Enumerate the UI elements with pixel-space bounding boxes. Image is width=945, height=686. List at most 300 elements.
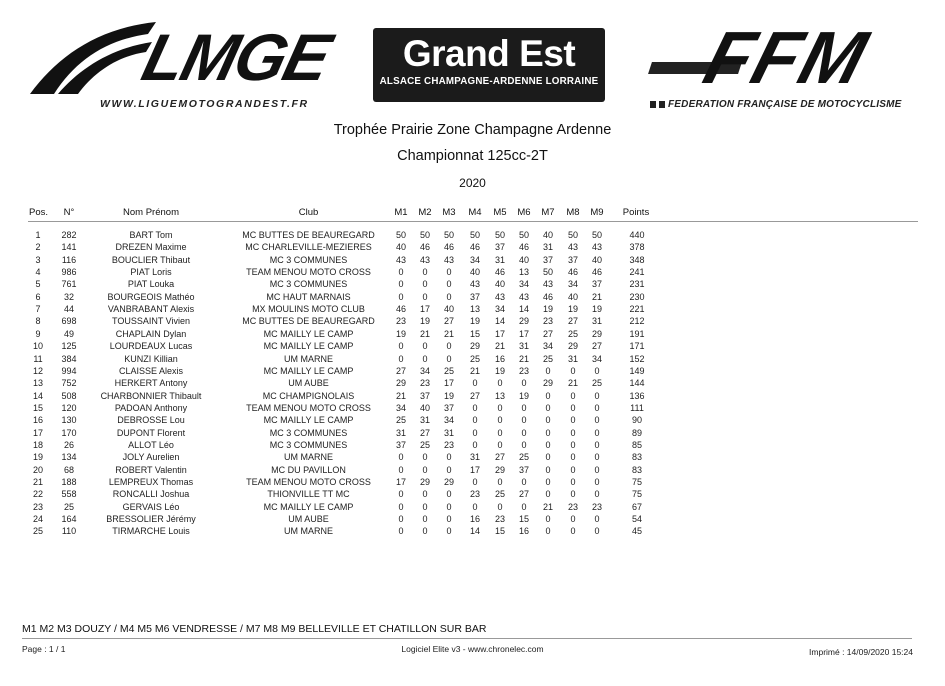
cell-m1: 0 [398, 514, 404, 525]
cell-m7: 43 [542, 279, 553, 290]
cell-m6: 25 [518, 452, 529, 463]
cell-name: BRESSOLIER Jérémy [106, 514, 196, 525]
cell-points: 231 [629, 279, 645, 290]
cell-m3: 0 [446, 267, 452, 278]
table-row [0, 514, 945, 526]
col-name: Nom Prénom [123, 207, 179, 218]
cell-pos: 4 [35, 267, 41, 278]
cell-club: UM AUBE [288, 378, 329, 389]
cell-m8: 0 [570, 415, 576, 426]
cell-m5: 0 [497, 378, 503, 389]
cell-name: CHARBONNIER Thibault [100, 390, 202, 401]
cell-m3: 0 [446, 489, 452, 500]
cell-m8: 34 [567, 279, 578, 290]
cell-club: MC BUTTES DE BEAUREGARD [242, 316, 375, 327]
table-row [0, 526, 945, 538]
cell-name: TOUSSAINT Vivien [111, 316, 191, 327]
cell-m6: 37 [518, 464, 529, 475]
cell-num: 508 [61, 390, 77, 401]
table-row [0, 242, 945, 254]
cell-m4: 31 [469, 452, 480, 463]
cell-pos: 10 [32, 341, 43, 352]
cell-m6: 0 [521, 439, 527, 450]
grand-est-wordmark: Grand Est [402, 33, 576, 74]
cell-club: MC MAILLY LE CAMP [263, 341, 354, 352]
cell-m6: 27 [518, 489, 529, 500]
cell-m6: 0 [521, 402, 527, 413]
cell-m7: 0 [545, 439, 551, 450]
cell-name: PIAT Loris [130, 267, 172, 278]
cell-num: 116 [61, 254, 77, 265]
cell-m2: 34 [419, 365, 430, 376]
cell-m6: 0 [521, 427, 527, 438]
table-row [0, 391, 945, 403]
cell-pos: 15 [32, 402, 43, 413]
print-timestamp: Imprimé : 14/09/2020 15:24 [809, 647, 913, 657]
cell-m4: 21 [469, 365, 480, 376]
cell-num: 26 [63, 439, 74, 450]
col-m6: M6 [517, 207, 531, 218]
cell-points: 85 [631, 439, 642, 450]
table-row [0, 428, 945, 440]
cell-m5: 23 [494, 514, 505, 525]
cell-m6: 0 [521, 477, 527, 487]
cell-m9: 31 [591, 316, 602, 327]
cell-num: 44 [63, 304, 74, 315]
cell-points: 83 [631, 464, 642, 475]
cell-m9: 21 [591, 291, 602, 302]
cell-num: 164 [61, 514, 77, 525]
cell-m6: 21 [518, 353, 529, 364]
cell-num: 141 [61, 242, 77, 253]
cell-m2: 17 [419, 304, 430, 315]
cell-pos: 23 [32, 501, 43, 512]
cell-m9: 25 [591, 378, 602, 389]
cell-points: 75 [631, 489, 642, 500]
table-row [0, 230, 945, 242]
cell-m5: 15 [494, 526, 505, 537]
cell-pos: 19 [32, 452, 43, 463]
cell-m6: 15 [518, 514, 529, 525]
cell-m1: 40 [395, 242, 406, 253]
cell-name: CLAISSE Alexis [118, 365, 184, 376]
cell-pos: 14 [32, 390, 43, 401]
table-row [0, 279, 945, 291]
cell-m8: 0 [570, 427, 576, 438]
cell-m3: 0 [446, 291, 452, 302]
page-title: Trophée Prairie Zone Champagne Ardenne [333, 122, 612, 138]
cell-m2: 0 [422, 279, 428, 290]
cell-m9: 43 [591, 242, 602, 253]
table-row [0, 292, 945, 304]
cell-m8: 0 [570, 477, 576, 487]
cell-pos: 1 [35, 230, 41, 240]
cell-m2: 0 [422, 514, 428, 525]
cell-points: 440 [629, 230, 645, 240]
cell-club: UM MARNE [284, 353, 333, 364]
cell-m2: 31 [419, 415, 430, 426]
cell-m2: 25 [419, 439, 430, 450]
cell-name: ALLOT Léo [128, 439, 174, 450]
table-row [0, 267, 945, 279]
cell-m7: 31 [542, 242, 553, 253]
cell-m3: 0 [446, 501, 452, 512]
cell-m8: 19 [567, 304, 578, 315]
cell-m1: 0 [398, 489, 404, 500]
cell-m9: 29 [591, 328, 602, 339]
cell-m2: 50 [419, 230, 430, 240]
col-m7: M7 [541, 207, 555, 218]
table-row [0, 452, 945, 464]
cell-m7: 19 [542, 304, 553, 315]
cell-m1: 0 [398, 501, 404, 512]
cell-m1: 34 [395, 402, 406, 413]
ffm-fullname [650, 99, 902, 110]
col-club: Club [298, 207, 319, 218]
ffm-logo [650, 16, 920, 117]
cell-name: HERKERT Antony [114, 378, 188, 389]
cell-club: MC MAILLY LE CAMP [263, 365, 354, 376]
cell-m4: 25 [469, 353, 480, 364]
col-pos: Pos. [29, 207, 49, 218]
cell-m1: 46 [395, 304, 406, 315]
cell-m4: 15 [469, 328, 480, 339]
cell-m8: 0 [570, 514, 576, 525]
cell-pos: 6 [35, 291, 41, 302]
cell-m7: 21 [542, 501, 553, 512]
cell-m9: 0 [594, 514, 600, 525]
footer-divider [22, 638, 912, 639]
cell-m3: 34 [443, 415, 454, 426]
table-row [0, 477, 945, 489]
cell-m1: 0 [398, 353, 404, 364]
cell-m4: 37 [469, 291, 480, 302]
cell-m4: 34 [469, 254, 480, 265]
cell-m2: 0 [422, 353, 428, 364]
cell-m5: 21 [494, 341, 505, 352]
cell-pos: 20 [32, 464, 43, 475]
cell-m2: 0 [422, 291, 428, 302]
cell-m9: 50 [591, 230, 602, 240]
cell-m4: 46 [469, 242, 480, 253]
cell-pos: 3 [35, 254, 41, 265]
cell-m9: 23 [591, 501, 602, 512]
cell-points: 67 [631, 501, 642, 512]
cell-m7: 50 [542, 267, 553, 278]
cell-club: MC CHARLEVILLE-MEZIERES [245, 242, 372, 253]
cell-club: MC MAILLY LE CAMP [263, 415, 354, 426]
cell-m6: 13 [518, 267, 529, 278]
cell-name: VANBRABANT Alexis [107, 304, 195, 315]
lmge-wordmark: LMGE [135, 20, 337, 94]
cell-m9: 0 [594, 464, 600, 475]
cell-num: 986 [61, 267, 77, 278]
cell-m9: 0 [594, 365, 600, 376]
table-row [0, 378, 945, 390]
cell-m5: 31 [494, 254, 505, 265]
cell-num: 282 [61, 230, 77, 240]
cell-m6: 40 [518, 254, 529, 265]
cell-m1: 0 [398, 291, 404, 302]
cell-m3: 0 [446, 464, 452, 475]
cell-m8: 0 [570, 489, 576, 500]
cell-num: 994 [61, 365, 77, 376]
cell-m2: 40 [419, 402, 430, 413]
cell-num: 752 [61, 378, 77, 389]
cell-club: MC CHAMPIGNOLAIS [262, 390, 355, 401]
cell-name: RONCALLI Joshua [112, 489, 190, 500]
cell-m9: 46 [591, 267, 602, 278]
cell-m7: 0 [545, 452, 551, 463]
cell-pos: 18 [32, 439, 43, 450]
cell-m9: 0 [594, 489, 600, 500]
cell-club: MC 3 COMMUNES [269, 427, 348, 438]
cell-m1: 17 [395, 477, 406, 487]
cell-m7: 34 [542, 341, 553, 352]
cell-m1: 29 [395, 378, 406, 389]
cell-m1: 0 [398, 526, 404, 537]
cell-pos: 24 [32, 514, 43, 525]
cell-club: TEAM MENOU MOTO CROSS [246, 402, 371, 413]
cell-pos: 13 [32, 378, 43, 389]
cell-club: THIONVILLE TT MC [267, 489, 350, 500]
cell-club: MC DU PAVILLON [271, 464, 346, 475]
cell-pos: 5 [35, 279, 41, 290]
cell-m3: 46 [443, 242, 454, 253]
cell-m2: 19 [419, 316, 430, 327]
col-num: N° [63, 207, 75, 218]
cell-num: 125 [61, 341, 77, 352]
table-row [0, 489, 945, 501]
cell-points: 221 [629, 304, 645, 315]
cell-m2: 0 [422, 452, 428, 463]
cell-name: KUNZI Killian [124, 353, 178, 364]
cell-points: 230 [629, 291, 645, 302]
cell-m3: 40 [443, 304, 454, 315]
cell-m9: 0 [594, 439, 600, 450]
cell-m3: 19 [443, 390, 454, 401]
cell-m8: 0 [570, 402, 576, 413]
cell-name: CHAPLAIN Dylan [115, 328, 187, 339]
cell-m2: 37 [419, 390, 430, 401]
square-icon [659, 101, 665, 108]
cell-m1: 27 [395, 365, 406, 376]
cell-m5: 0 [497, 402, 503, 413]
cell-pos: 8 [35, 316, 41, 327]
cell-m6: 0 [521, 378, 527, 389]
cell-m5: 17 [494, 328, 505, 339]
cell-m6: 16 [518, 526, 529, 537]
cell-m7: 25 [542, 353, 553, 364]
cell-m8: 0 [570, 390, 576, 401]
cell-m2: 21 [419, 328, 430, 339]
season-year: 2020 [459, 176, 486, 190]
cell-club: MC MAILLY LE CAMP [263, 328, 354, 339]
cell-num: 384 [61, 353, 77, 364]
cell-num: 558 [61, 489, 77, 500]
cell-m1: 37 [395, 439, 406, 450]
cell-pos: 7 [35, 304, 41, 315]
cell-club: TEAM MENOU MOTO CROSS [246, 267, 371, 278]
cell-m8: 43 [567, 242, 578, 253]
cell-pos: 2 [35, 242, 41, 253]
cell-m3: 0 [446, 279, 452, 290]
cell-m3: 0 [446, 514, 452, 525]
cell-name: LEMPREUX Thomas [108, 477, 194, 487]
cell-points: 152 [629, 353, 645, 364]
cell-m3: 17 [443, 378, 454, 389]
cell-m4: 0 [472, 402, 478, 413]
cell-m9: 0 [594, 452, 600, 463]
table-row [0, 316, 945, 328]
table-row [0, 341, 945, 353]
lmge-url: WWW.LIGUEMOTOGRANDEST.FR [100, 98, 309, 110]
cell-m1: 0 [398, 279, 404, 290]
cell-m1: 0 [398, 341, 404, 352]
col-m3: M3 [442, 207, 456, 218]
cell-m6: 46 [518, 242, 529, 253]
cell-m7: 40 [542, 230, 553, 240]
cell-m7: 29 [542, 378, 553, 389]
cell-m7: 0 [545, 390, 551, 401]
table-row [0, 255, 945, 267]
cell-num: 68 [63, 464, 74, 475]
cell-m9: 19 [591, 304, 602, 315]
cell-m5: 0 [497, 427, 503, 438]
cell-m3: 43 [443, 254, 454, 265]
cell-m5: 37 [494, 242, 505, 253]
cell-m6: 29 [518, 316, 529, 327]
cell-m1: 23 [395, 316, 406, 327]
cell-m3: 23 [443, 439, 454, 450]
cell-m4: 14 [469, 526, 480, 537]
cell-m4: 16 [469, 514, 480, 525]
cell-m2: 27 [419, 427, 430, 438]
cell-m7: 46 [542, 291, 553, 302]
cell-m4: 0 [472, 501, 478, 512]
cell-m7: 0 [545, 514, 551, 525]
cell-club: MX MOULINS MOTO CLUB [252, 304, 365, 315]
cell-m8: 0 [570, 452, 576, 463]
cell-m9: 27 [591, 341, 602, 352]
cell-m2: 0 [422, 341, 428, 352]
cell-m4: 27 [469, 390, 480, 401]
cell-m7: 0 [545, 427, 551, 438]
cell-m8: 50 [567, 230, 578, 240]
col-m2: M2 [418, 207, 432, 218]
cell-m8: 29 [567, 341, 578, 352]
cell-m9: 40 [591, 254, 602, 265]
cell-m8: 37 [567, 254, 578, 265]
cell-points: 83 [631, 452, 642, 463]
col-m1: M1 [394, 207, 408, 218]
cell-m7: 0 [545, 415, 551, 426]
cell-m1: 0 [398, 267, 404, 278]
cell-m5: 14 [494, 316, 505, 327]
col-m8: M8 [566, 207, 580, 218]
table-row [0, 366, 945, 378]
cell-m3: 31 [443, 427, 454, 438]
cell-m6: 17 [518, 328, 529, 339]
cell-m9: 37 [591, 279, 602, 290]
cell-m8: 23 [567, 501, 578, 512]
cell-club: MC MAILLY LE CAMP [263, 501, 354, 512]
cell-club: UM MARNE [284, 452, 333, 463]
cell-m2: 29 [419, 477, 430, 487]
cell-m6: 23 [518, 365, 529, 376]
cell-m5: 0 [497, 415, 503, 426]
cell-m8: 31 [567, 353, 578, 364]
cell-m5: 0 [497, 501, 503, 512]
cell-m3: 27 [443, 316, 454, 327]
cell-m5: 29 [494, 464, 505, 475]
cell-m4: 0 [472, 439, 478, 450]
cell-m5: 46 [494, 267, 505, 278]
cell-points: 171 [629, 341, 645, 352]
table-row [0, 502, 945, 514]
table-row [0, 415, 945, 427]
cell-m1: 25 [395, 415, 406, 426]
cell-points: 191 [629, 328, 645, 339]
cell-club: MC HAUT MARNAIS [266, 291, 351, 302]
cell-m9: 0 [594, 390, 600, 401]
cell-m4: 0 [472, 477, 478, 487]
championship-title: Championnat 125cc-2T [397, 148, 548, 164]
cell-pos: 17 [32, 427, 43, 438]
cell-pos: 22 [32, 489, 43, 500]
cell-m9: 0 [594, 402, 600, 413]
cell-num: 120 [61, 402, 77, 413]
software-credit: Logiciel Elite v3 - www.chronelec.com [401, 644, 544, 654]
cell-points: 89 [631, 427, 642, 438]
cell-m5: 50 [494, 230, 505, 240]
cell-name: DREZEN Maxime [115, 242, 187, 253]
cell-name: ROBERT Valentin [115, 464, 187, 475]
table-row [0, 403, 945, 415]
cell-m6: 14 [518, 304, 529, 315]
cell-m3: 0 [446, 452, 452, 463]
cell-name: LOURDEAUX Lucas [109, 341, 193, 352]
cell-m4: 13 [469, 304, 480, 315]
grand-est-regions: ALSACE CHAMPAGNE-ARDENNE LORRAINE [379, 76, 599, 87]
cell-m3: 37 [443, 402, 454, 413]
cell-m8: 0 [570, 464, 576, 475]
cell-num: 25 [63, 501, 74, 512]
cell-m5: 34 [494, 304, 505, 315]
cell-m6: 19 [518, 390, 529, 401]
cell-name: PIAT Louka [127, 279, 175, 290]
cell-name: JOLY Aurelien [122, 452, 180, 463]
cell-m2: 0 [422, 489, 428, 500]
cell-points: 348 [629, 254, 645, 265]
cell-pos: 12 [32, 365, 43, 376]
cell-points: 136 [629, 390, 645, 401]
cell-pos: 25 [32, 526, 43, 537]
cell-m3: 25 [443, 365, 454, 376]
cell-name: DUPONT Florent [116, 427, 186, 438]
cell-points: 90 [631, 415, 642, 426]
cell-name: BOURGEOIS Mathéo [107, 291, 195, 302]
cell-name: GERVAIS Léo [122, 501, 180, 512]
col-points: Points [622, 207, 650, 218]
col-m4: M4 [468, 207, 482, 218]
cell-m7: 37 [542, 254, 553, 265]
col-m9: M9 [590, 207, 604, 218]
cell-m5: 43 [494, 291, 505, 302]
cell-pos: 9 [35, 328, 41, 339]
table-row [0, 465, 945, 477]
cell-name: TIRMARCHE Louis [112, 526, 190, 537]
